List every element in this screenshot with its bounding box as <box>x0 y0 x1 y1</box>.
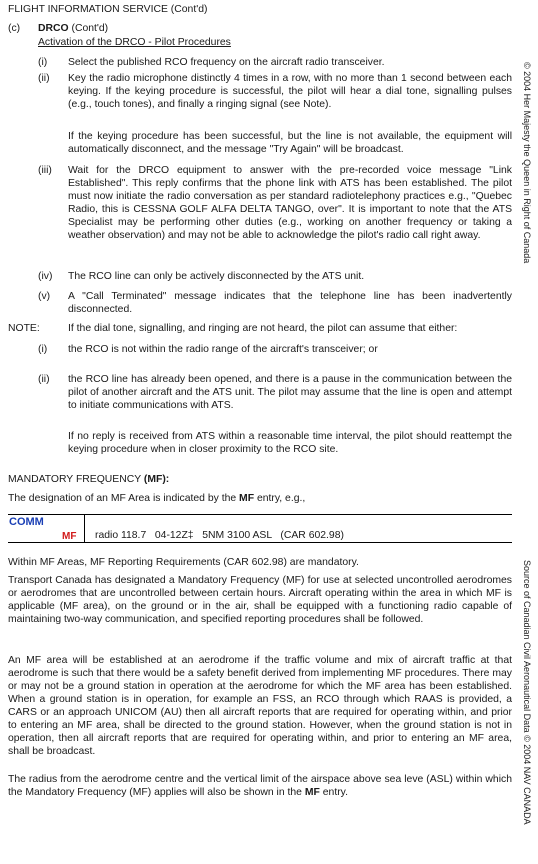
comm-bottom-rule <box>8 542 512 543</box>
note-item-text: the RCO line has already been opened, and there is a pause in the communication between the pilot of another aircraft and the ATS unit. The pilot may assume that the line is open and attempt to initiate communications with ATS. <box>68 374 512 411</box>
comm-divider <box>84 514 85 543</box>
mf-paragraph: Transport Canada has designated a Mandatory Frequency (MF) for use at selected uncontrolled aerodromes or aerodromes that are uncontrolled between certain hours. Aircraft operating within the area in which MF is applicable (MF area), on the ground or in the air, shall be equipped with a functioning radio capable of maintaining two-way communication, and specified reporting procedures shall be followed. <box>8 575 512 625</box>
copyright-notice-top: © 2004 Her Majesty the Queen in Right of Canada <box>522 62 532 264</box>
item-number: (iv) <box>38 271 53 282</box>
item-text: Wait for the DRCO equipment to answer with the pre-recorded voice message "Link Established". This reply confirms that the phone link with ATS has been established. The pilot must now initiate the radio conversation as per standard radiotelephony practices e.g., "Quebec Radio, this is CESSNA GOLF ALFA DELTA TANGO, over". It is important to note that the ATS Specialist may be performing other duties (e.g., working on another frequency or taking a weather observation) and may not be able to acknowledge the pilot's radio call right away. <box>68 165 512 241</box>
mf-paragraph: An MF area will be established at an aerodrome if the traffic volume and mix of aircraft traffic at that aerodrome is such that there would be a safety benefit derived from implementing MF procedures. There may or may not be a ground station in operation at the aerodrome for which the MF area has been established. When a ground station is in operation, for example an FSS, an RCO through which RAAS is provided, a CARS or an approach UNICOM (AU) then all aircraft reports that are required for operating within, and prior to entering an MF area, shall be directed to the ground station. However, when the ground station is not in operation, then all aircraft reports that are required for operating within, and prior to entering an MF area, shall be broadcast. <box>8 655 512 757</box>
note-item-number: (i) <box>38 344 48 355</box>
note-text: If the dial tone, signalling, and ringing are not heard, the pilot can assume that either: <box>68 323 458 334</box>
item-number: (iii) <box>38 165 52 176</box>
comm-label: COMM <box>9 516 44 528</box>
item-extra-text: If the keying procedure has been successful, but the line is not available, the equipment will automatically disconnect, and the message "Try Again" will be broadcast. <box>68 131 512 155</box>
mf-paragraph <box>8 773 512 799</box>
section-title-suffix: (Cont'd) <box>68 23 109 34</box>
item-number: (i) <box>38 57 48 68</box>
comm-example <box>8 514 512 543</box>
mf-intro-text: The designation of an MF Area is indicated by the <box>8 493 240 504</box>
item-text: The RCO line can only be actively disconnected by the ATS unit. <box>68 271 365 282</box>
note-item-text: the RCO is not within the radio range of the aircraft's transceiver; or <box>68 344 378 355</box>
comm-entry: radio 118.7 04-12Z‡ 5NM 3100 ASL (CAR 602.98) <box>95 530 344 541</box>
mf-paragraph: Within MF Areas, MF Reporting Requirements (CAR 602.98) are mandatory. <box>8 557 359 568</box>
note-item-number: (ii) <box>38 374 50 385</box>
mf-p4-text: The radius from the aerodrome centre and the vertical limit of the airspace above sea leve (ASL) within which the Mandatory Frequency (MF) applies will also be shown in the <box>8 774 512 798</box>
mf-p4-post: entry. <box>319 787 348 798</box>
section-title-bold: DRCO <box>38 23 69 34</box>
mf-intro-bold: MF <box>239 493 255 504</box>
item-text: Key the radio microphone distinctly 4 times in a row, with no more than 1 second between each keying. If the keying procedure is successful, the pilot will hear a dial tone, signalling pulses (e.g., touch tones), and finally a ringing signal (see Note). <box>68 73 512 110</box>
section-subtitle: Activation of the DRCO - Pilot Procedures <box>38 37 231 48</box>
mf-intro <box>8 492 305 505</box>
page-header: FLIGHT INFORMATION SERVICE (Cont'd) <box>8 4 208 15</box>
mf-heading <box>8 473 169 486</box>
comm-mf-tag: MF <box>62 531 77 542</box>
note-item-extra-text: If no reply is received from ATS within a reasonable time interval, the pilot should reattempt the keying procedure when in closer proximity to the RCO site. <box>68 431 512 455</box>
item-number: (v) <box>38 291 51 302</box>
mf-intro-post: entry, e.g., <box>254 493 306 504</box>
mf-p4-bold: MF <box>304 787 320 798</box>
mf-heading-text: MANDATORY FREQUENCY <box>8 474 144 485</box>
mf-heading-bold: (MF): <box>143 474 170 485</box>
item-text: A "Call Terminated" message indicates that the telephone line has been inadvertently disconnected. <box>68 291 512 315</box>
item-number: (ii) <box>38 73 50 84</box>
copyright-notice-bottom: Source of Canadian Civil Aeronautical Data © 2004 NAV CANADA <box>522 560 532 825</box>
item-text: Select the published RCO frequency on the aircraft radio transceiver. <box>68 57 385 68</box>
section-title <box>38 22 108 35</box>
section-label: (c) <box>8 23 21 34</box>
note-label: NOTE: <box>8 323 40 334</box>
